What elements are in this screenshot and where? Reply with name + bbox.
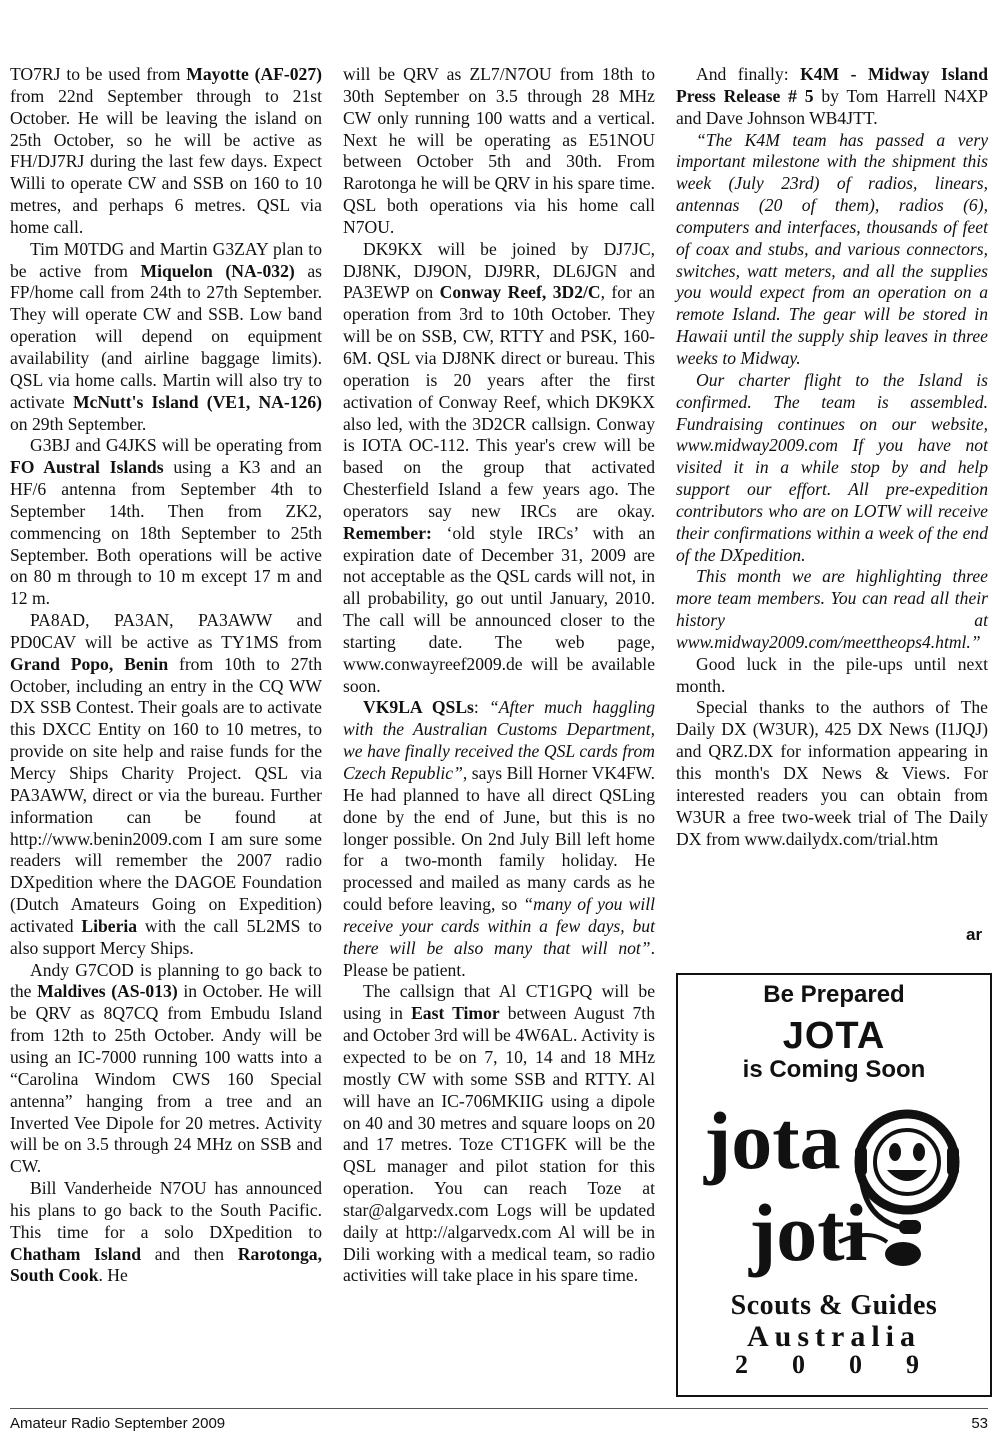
ad-organisation: Scouts & Guides <box>730 1290 938 1321</box>
ad-tagline: Be Prepared <box>763 981 905 1008</box>
article-signoff: ar <box>966 925 983 944</box>
paragraph: Our charter flight to the Island is confirmed. The team is assembled. Fundraising continues on our website, www.midway2009.com If you have not visited it in a while stop by and help support our effort. All pre-expedition contributors who are on LOTW will receive their confirmations within a week of the end of the DXpedition. <box>676 369 988 565</box>
paragraph: PA8AD, PA3AN, PA3AWW and PD0CAV will be active as TY1MS from Grand Popo, Benin from 10th to 27th October, including an entry in the CQ WW DX SSB Contest. Their goals are to activate this DXCC Entity on 160 to 10 metres, to provide on site help and raise funds for the Mercy Ships Charity Project. QSL via PA3AWW, direct or via the bureau. Further information can be found at http://www.benin2009.com I am sure some readers will remember the 2007 radio DXpedition where the DAGOE Foundation (Dutch Amateurs Going on Expedition) activated Liberia with the call 5L2MS to also support Mercy Ships. <box>10 610 322 958</box>
paragraph: will be QRV as ZL7/N7OU from 18th to 30th September on 3.5 through 28 MHz CW only running 100 watts and a vertical. Next he will be operating as E51NOU between October 5th and 30th. From Rarotonga he will be QRV in his spare time. QSL both operations via his home call N7OU. <box>343 64 655 237</box>
page-number: 53 <box>971 1415 988 1432</box>
paragraph: “The K4M team has passed a very important milestone with the shipment this week (July 23rd) of radios, linears, antennas (20 of them), radios (6), computers and interfaces, thousands of feet of coax and stubs, and various connectors, switches, watt meters, and all the supplies you would expect from an operation on a remote Island. The gear will be stored in Hawaii until the supply ship leaves in three weeks to Midway. <box>676 129 988 368</box>
ad-country: Australia <box>747 1320 921 1353</box>
logo-text-joti: joti <box>749 1187 868 1278</box>
paragraph: DK9KX will be joined by DJ7JC, DJ8NK, DJ9ON, DJ9RR, DL6JGN and PA3EWP on Conway Reef, 3D2/C, for an operation from 3rd to 10th October. They will be on SSB, CW, RTTY and PSK, 160-6M. QSL via DJ8NK direct or bureau. This operation is 20 years after the first activation of Conway Reef, which DK9KX also led, with the 3D2CR callsign. Conway is IOTA OC-112. This year's crew will be based on the group that activated Chesterfield Island a few years ago. The operators say new IRCs are okay. Remember: ‘old style IRCs’ with an expiration date of December 31, 2009 are not acceptable as the QSL cards will not, in all probability, go out until January, 2010. The call will be announced closer to the starting date. The web page, www.conwayreef2009.de will be available soon. <box>343 238 655 696</box>
publication-title: Amateur Radio September 2009 <box>10 1415 226 1432</box>
article-column-1 <box>10 64 322 1287</box>
paragraph: G3BJ and G4JKS will be operating from FO Austral Islands using a K3 and an HF/6 antenna from September 4th to September 14th. Then from ZK2, commencing on 18th September to 25th September. Both operations will be active on 80 m through to 10 m except 17 m and 12 m. <box>10 435 322 609</box>
ad-headline: JOTA <box>782 1015 886 1057</box>
article-column-2 <box>343 64 655 1287</box>
paragraph: Andy G7COD is planning to go back to the Maldives (AS-013) in October. He will be QRV as 8Q7CQ from Embudu Island from 12th to 25th October. Andy will be using an IC-7000 running 100 watts into a “Carolina Windom CWS 160 Special antenna” hanging from a tree and an Inverted Vee Dipole for 20 metres. Activity will be on 3.5 through 24 MHz on SSB and CW. <box>10 959 322 1177</box>
article-column-3 <box>676 64 988 850</box>
jota-joti-logo <box>689 1090 979 1290</box>
logo-text-jota: jota <box>704 1095 841 1186</box>
ad-subheadline: is Coming Soon <box>742 1056 926 1083</box>
page-footer <box>10 1408 988 1432</box>
paragraph: This month we are highlighting three more team members. You can read all their history at www.midway2009.com/meettheops4.html.” <box>676 566 988 652</box>
jota-advertisement <box>676 973 992 1397</box>
paragraph: Special thanks to the authors of The Daily DX (W3UR), 425 DX News (I1JQJ) and QRZ.DX for information appearing in this month's DX News & Views. For interested readers you can obtain from W3UR a free two-week trial of The Daily DX from www.dailydx.com/trial.htm <box>676 697 988 849</box>
paragraph: TO7RJ to be used from Mayotte (AF-027) from 22nd September through to 21st October. He will be leaving the island on 25th October, so he will be active as FH/DJ7RJ during the last few days. Expect Willi to operate CW and SSB on 160 to 10 metres, and perhaps 6 metres. QSL via home call. <box>10 64 323 237</box>
paragraph: And finally: K4M - Midway Island Press Release # 5 by Tom Harrell N4XP and Dave Johnson WB4JTT. <box>676 64 988 128</box>
paragraph: VK9LA QSLs: “After much haggling with the Australian Customs Department, we have finally received the QSL cards from Czech Republic”, says Bill Horner VK4FW. He had planned to have all direct QSLing done by the end of June, but this is no longer possible. On 2nd July Bill left home for a two-month family holiday. He processed and mailed as many cards as he could before leaving, so “many of you will receive your cards within a few days, but there will be also many that will not”. Please be patient. <box>343 697 655 980</box>
ad-year: 2009 <box>735 1350 963 1379</box>
paragraph: Bill Vanderheide N7OU has announced his plans to go back to the South Pacific. This time for a solo DXpedition to Chatham Island and then Rarotonga, South Cook. He <box>10 1178 322 1286</box>
paragraph: Tim M0TDG and Martin G3ZAY plan to be active from Miquelon (NA-032) as FP/home call from 24th to 27th September. They will operate CW and SSB. Low band operation will depend on equipment availability (and airline baggage limits). QSL via home calls. Martin will also try to activate McNutt's Island (VE1, NA-126) on 29th September. <box>10 238 322 434</box>
paragraph: Good luck in the pile-ups until next month. <box>676 653 988 696</box>
paragraph: The callsign that Al CT1GPQ will be using in East Timor between August 7th and October 3rd will be 4W6AL. Activity is expected to be on 7, 10, 14 and 18 MHz mostly CW with some SSB and RTTY. Al will have an IC-706MKIIG using a dipole on 40 and 30 metres and square loops on 20 and 17 metres. Toze CT1GFK will be the QSL manager and pilot station for this operation. You can reach Toze at star@algarvedx.com Logs will be updated daily at http://algarvedx.com Al will be in Dili working with a medical team, so radio activities will take place in his spare time. <box>343 981 655 1286</box>
smiley-headset-icon <box>855 1114 959 1234</box>
